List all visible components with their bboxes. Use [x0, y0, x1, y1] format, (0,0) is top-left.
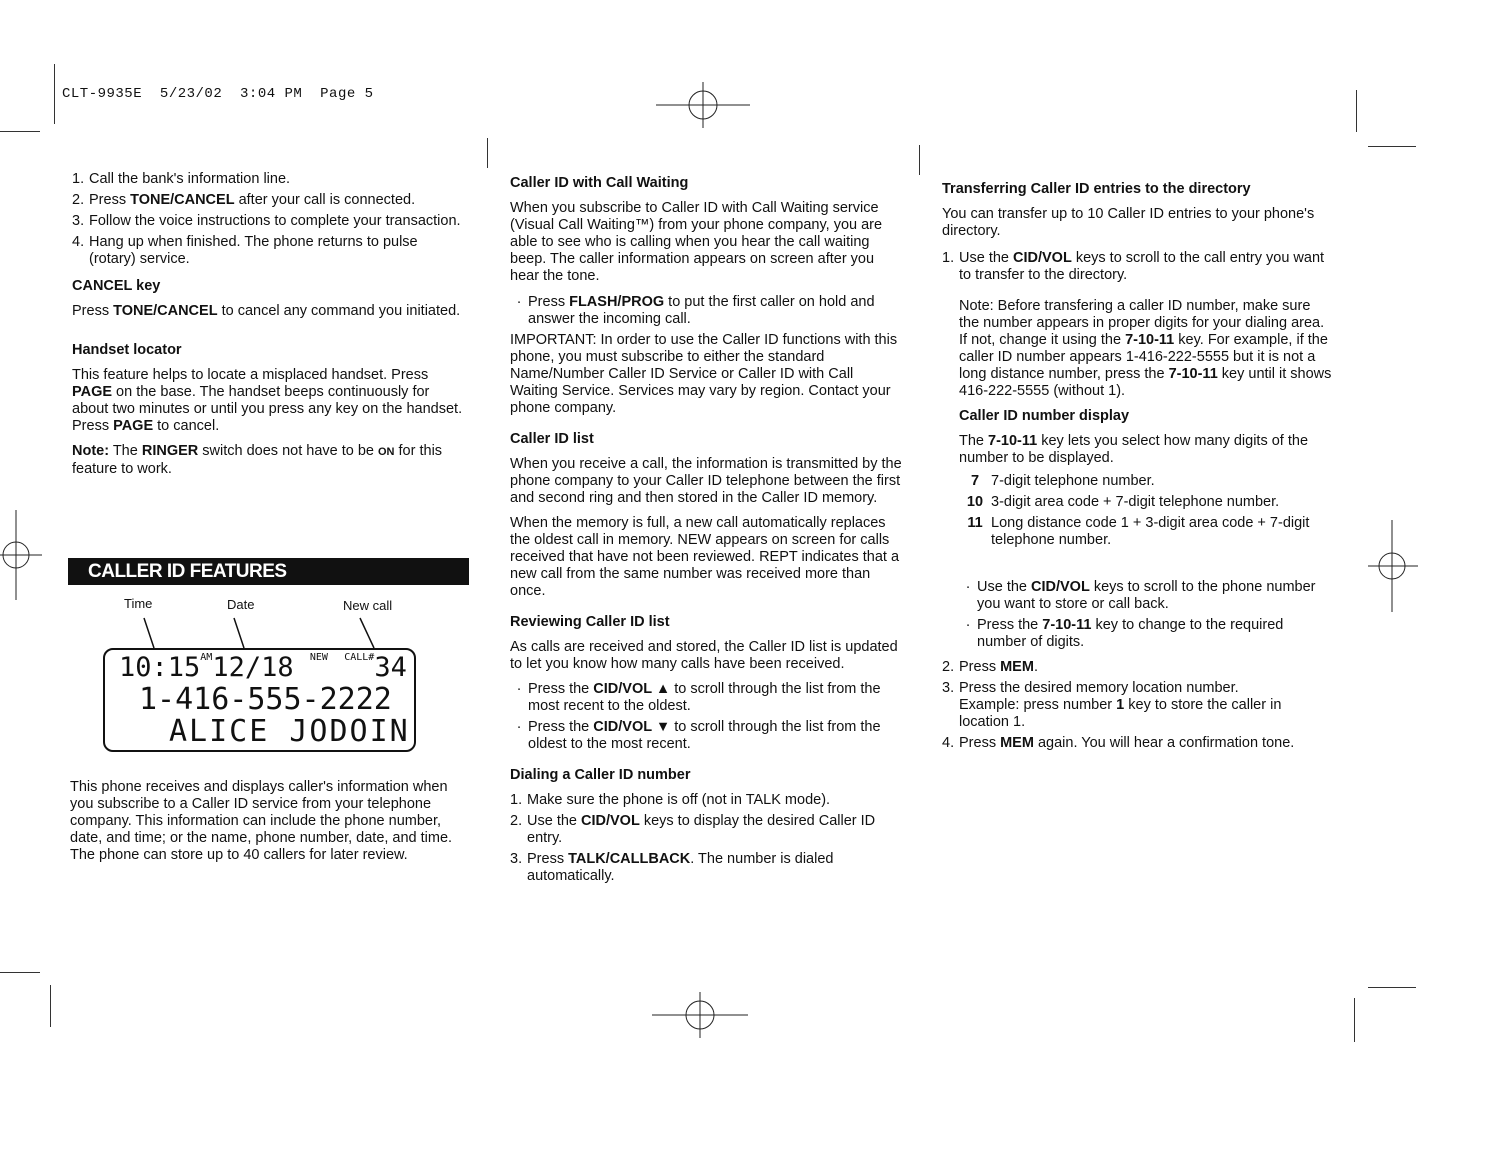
list-item: 3. Press the desired memory location number. Example: press number 1 key to store the caller in location 1. — [942, 680, 1282, 730]
important-note: IMPORTANT: In order to use the Caller ID functions with this phone, you must subscribe to either the standard Name/Number Caller ID Service or Caller ID with Call Waiting Service. Services may vary by region. Contact your phone company. — [510, 332, 898, 416]
handset-locator-section — [72, 342, 467, 435]
bank-steps-list — [72, 171, 467, 268]
reviewing-section — [510, 614, 902, 753]
cancel-key-section — [72, 278, 467, 320]
crop-mark — [0, 131, 40, 132]
call-waiting-section — [510, 175, 902, 417]
list-item: 1. Use the CID/VOL keys to scroll to the call entry you want to transfer to the directory. — [942, 250, 1325, 283]
section-heading: CANCEL key — [72, 278, 161, 294]
lcd-display — [103, 648, 416, 752]
dialing-section — [510, 767, 902, 885]
list-item: · Press the CID/VOL ▲ to scroll through the list from the most recent to the oldest. — [516, 681, 881, 714]
paragraph: When the memory is full, a new call automatically replaces the oldest call in memory. NEW appears on screen for calls received that have not been reviewed. REPT indicates that a new call from the same number was received more than once. — [510, 515, 900, 599]
crop-mark — [0, 972, 40, 973]
paragraph: As calls are received and stored, the Caller ID list is updated to let you know how many calls have been received. — [510, 639, 898, 672]
section-heading: Reviewing Caller ID list — [510, 614, 670, 630]
registration-target-icon — [652, 990, 748, 1040]
paragraph: This phone receives and displays caller's information when you subscribe to a Caller ID service from your telephone company. This information can include the phone number, date, and time; or the name, phone number, date, and time. The phone can store up to 40 callers for later review. — [70, 779, 453, 863]
label-new-call: New call — [343, 598, 393, 613]
column-3 — [942, 181, 1334, 756]
list-item: 4. Press MEM again. You will hear a confirmation tone. — [942, 735, 1295, 751]
caller-id-intro — [70, 779, 465, 872]
section-heading: Caller ID number display — [959, 408, 1130, 424]
label-date: Date — [227, 597, 255, 612]
section-heading: Caller ID with Call Waiting — [510, 175, 689, 191]
list-item: 2. Press MEM. — [942, 659, 1038, 675]
registration-target-icon — [0, 510, 42, 600]
lcd-count: 34 — [374, 652, 407, 683]
list-item: 1. Make sure the phone is off (not in TALK mode). — [510, 792, 831, 808]
crop-mark — [1368, 987, 1416, 988]
fold-line — [487, 138, 488, 168]
paragraph: Press TONE/CANCEL to cancel any command you initiated. — [72, 303, 461, 319]
list-item: · Press the CID/VOL ▼ to scroll through the list from the oldest to the most recent. — [516, 719, 881, 752]
registration-target-icon — [1368, 520, 1418, 612]
crop-mark — [50, 985, 51, 1027]
caller-id-features-banner: CALLER ID FEATURES — [68, 558, 469, 585]
note: Note: The RINGER switch does not have to be ON for this feature to work. — [72, 443, 443, 477]
fold-line — [919, 145, 920, 175]
list-item: 3. Follow the voice instructions to complete your transaction. — [72, 213, 461, 229]
list-item: 2. Press TONE/CANCEL after your call is connected. — [72, 192, 416, 208]
paragraph: You can transfer up to 10 Caller ID entries to your phone's directory. — [942, 206, 1315, 239]
section-heading: Caller ID list — [510, 431, 594, 447]
paragraph: This feature helps to locate a misplaced handset. Press PAGE on the base. The handset beeps continuously for about two minutes or until you press any key on the handset. Press PAGE to cancel. — [72, 367, 463, 434]
lcd-new: NEW — [309, 652, 328, 663]
list-item: 3. Press TALK/CALLBACK. The number is dialed automatically. — [510, 851, 834, 884]
paragraph: The 7-10-11 key lets you select how many digits of the number to be displayed. — [959, 433, 1309, 466]
table-row: 11 Long distance code 1 + 3-digit area code + 7-digit telephone number. — [967, 515, 1310, 548]
list-item: · Press FLASH/PROG to put the first caller on hold and answer the incoming call. — [516, 294, 875, 327]
lcd-call: CALL# — [344, 652, 375, 663]
section-heading: Handset locator — [72, 342, 182, 358]
column-2 — [510, 175, 902, 889]
section-heading: Transferring Caller ID entries to the directory — [942, 181, 1251, 197]
list-item: 2. Use the CID/VOL keys to display the desired Caller ID entry. — [510, 813, 876, 846]
transfer-section — [942, 181, 1334, 240]
note: Note: Before transfering a caller ID number, make sure the number appears in proper digits for your dialing area. If not, change it using the 7-10-11 key. For example, if the caller ID number appears 1-416-222-5555 but it is not a long distance number, press the 7-10-11 key until it shows 416-222-5555 (without 1). — [959, 298, 1332, 399]
registration-target-icon — [656, 80, 750, 130]
digit-options-table — [959, 473, 1334, 553]
section-heading: Dialing a Caller ID number — [510, 767, 691, 783]
list-item: · Use the CID/VOL keys to scroll to the phone number you want to store or call back. — [965, 579, 1316, 612]
table-row: 10 3-digit area code + 7-digit telephone number. — [966, 494, 1280, 510]
column-1 — [72, 171, 467, 486]
lcd-time: 10:15 — [119, 652, 201, 683]
table-row: 7 7-digit telephone number. — [970, 473, 1155, 489]
lcd-name: ALICE JODOIN — [169, 714, 410, 749]
list-item: 4. Hang up when finished. The phone returns to pulse (rotary) service. — [72, 234, 418, 267]
list-item: 1. Call the bank's information line. — [72, 171, 291, 187]
crop-mark — [1356, 90, 1357, 132]
list-item: · Press the 7-10-11 key to change to the required number of digits. — [965, 617, 1284, 650]
paragraph: When you subscribe to Caller ID with Call Waiting service (Visual Call Waiting™) from your phone company, you are able to see who is calling when you hear the call waiting beep. The caller information appears on screen after you hear the tone. — [510, 200, 883, 284]
label-time: Time — [124, 596, 153, 611]
lcd-number: 1-416-555-2222 — [139, 682, 392, 717]
page-header: CLT-9935E 5/23/02 3:04 PM Page 5 — [62, 86, 374, 102]
crop-mark — [1354, 998, 1355, 1042]
crop-mark — [54, 64, 55, 124]
lcd-ampm: AM — [200, 652, 213, 663]
lcd-date: 12/18 — [212, 652, 294, 683]
paragraph: When you receive a call, the information is transmitted by the phone company to your Caller ID telephone between the first and second ring and then stored in the Caller ID memory. — [510, 456, 902, 506]
crop-mark — [1368, 146, 1416, 147]
caller-id-list-section — [510, 431, 902, 600]
